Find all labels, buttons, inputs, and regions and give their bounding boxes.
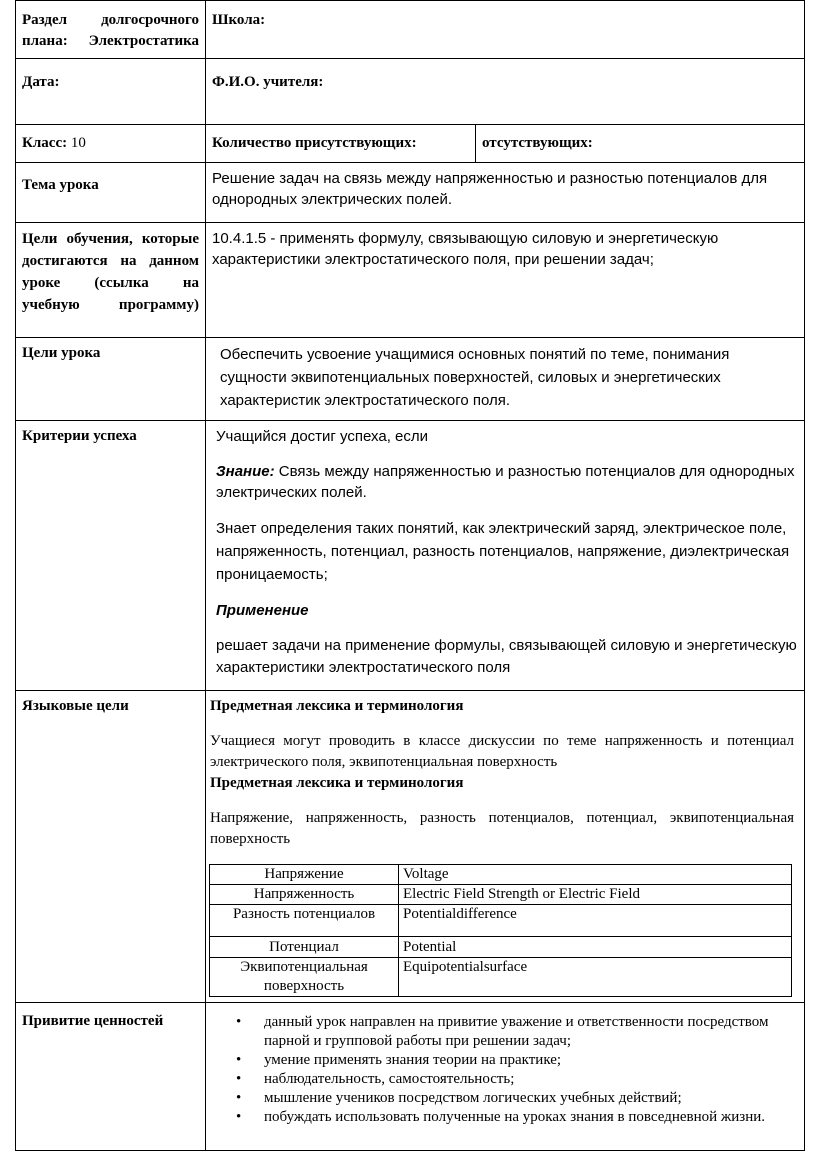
- values-label: Привитие ценностей: [16, 1003, 206, 1151]
- vocab-row: [210, 865, 792, 885]
- learning-objectives-text: 10.4.1.5 - применять формулу, связывающую силовую и энергетическую характеристики электростатического поля, при решении задач;: [206, 223, 805, 338]
- teacher-label: Ф.И.О. учителя:: [206, 59, 805, 125]
- vocab-ru: Напряжение: [210, 865, 399, 885]
- class-value: 10: [70, 135, 86, 151]
- success-criteria-cell: [206, 421, 805, 691]
- values-item: • умение применять знания теории на практике;: [236, 1052, 562, 1068]
- definitions-paragraph: Знает определения таких понятий, как электрический заряд, электрическое поле, напряженность, потенциал, разность потенциалов, напряжение, диэлектрическая проницаемость;: [216, 520, 790, 583]
- vocabulary-table: [209, 864, 792, 997]
- row-success-criteria: [16, 421, 805, 691]
- row-topic: [16, 163, 805, 223]
- bullet-icon: •: [236, 1090, 242, 1106]
- vocab-row: [210, 905, 792, 937]
- bullet-icon: •: [236, 1014, 242, 1030]
- vocab-ru: Потенциал: [210, 937, 399, 958]
- vocab-en: Voltage: [399, 865, 792, 885]
- language-objectives-cell: [206, 691, 805, 1003]
- row-lesson-objectives: [16, 338, 805, 421]
- row-language-objectives: [16, 691, 805, 1003]
- school-label: Школа:: [206, 1, 805, 59]
- lesson-plan-table: [15, 0, 805, 1151]
- terms-text: Напряжение, напряженность, разность потенциалов, потенциал, эквипотенциальная поверхность: [210, 810, 795, 847]
- absent-label: отсутствующих:: [476, 125, 805, 163]
- knowledge-paragraph: [216, 461, 798, 503]
- values-item: • побуждать использовать полученные на уроках знания в повседневной жизни.: [236, 1109, 766, 1125]
- discussion-text: Учащиеся могут проводить в классе дискуссии по теме напряженность и потенциал электрического поля, эквипотенциальная поверхность: [210, 733, 795, 770]
- values-item: • мышление учеников посредством логических учебных действий;: [236, 1090, 682, 1106]
- bullet-icon: •: [236, 1109, 242, 1125]
- knowledge-label: Знание:: [216, 463, 275, 480]
- row-learning-objectives: [16, 223, 805, 338]
- values-list: [212, 1013, 798, 1127]
- vocab-en: Electric Field Strength or Electric Field: [399, 885, 792, 905]
- present-label: Количество присутствующих:: [206, 125, 476, 163]
- section-label: Раздел долгосрочного плана: Электростатика: [16, 1, 206, 59]
- topic-label: Тема урока: [16, 163, 206, 223]
- vocab-en: Potentialdifference: [399, 905, 792, 937]
- values-item: • наблюдательность, самостоятельность;: [236, 1071, 515, 1087]
- values-item: • данный урок направлен на привитие уважение и ответственности посредством парной и групповой работы при решении задач;: [236, 1014, 769, 1049]
- vocab-en: Equipotentialsurface: [399, 958, 792, 997]
- date-label: Дата:: [16, 59, 206, 125]
- vocab-row: [210, 958, 792, 997]
- vocab-heading-1: Предметная лексика и терминология: [210, 698, 464, 714]
- language-objectives-label: Языковые цели: [16, 691, 206, 1003]
- application-label: Применение: [216, 602, 309, 619]
- learning-objectives-label: Цели обучения, которые достигаются на данном уроке (ссылка на учебную программу): [16, 223, 206, 338]
- vocab-ru: Разность потенциалов: [210, 905, 399, 937]
- row-values: [16, 1003, 805, 1151]
- row-class-attendance: [16, 125, 805, 163]
- knowledge-text: Связь между напряженностью и разностью потенциалов для однородных электрических полей.: [216, 463, 795, 501]
- lesson-objectives-label: Цели урока: [16, 338, 206, 421]
- success-criteria-label: Критерии успеха: [16, 421, 206, 691]
- values-cell: [206, 1003, 805, 1151]
- lesson-plan: [15, 0, 804, 1151]
- bullet-icon: •: [236, 1052, 242, 1068]
- lesson-objectives-text: Обеспечить усвоение учащимися основных понятий по теме, понимания сущности эквипотенциальных поверхностей, силовых и энергетических характеристик электростатического поля.: [206, 338, 805, 421]
- vocab-row: [210, 885, 792, 905]
- application-text: решает задачи на применение формулы, связывающей силовую и энергетическую характеристики электростатического поля: [216, 637, 797, 676]
- vocab-en: Potential: [399, 937, 792, 958]
- success-intro: Учащийся достиг успеха, если: [216, 428, 429, 445]
- vocab-row: [210, 937, 792, 958]
- row-date-teacher: [16, 59, 805, 125]
- vocab-ru: Эквипотенциальная поверхность: [210, 958, 399, 997]
- topic-text: Решение задач на связь между напряженностью и разностью потенциалов для однородных электрических полей.: [206, 163, 805, 223]
- class-label: Класс:: [22, 135, 68, 151]
- class-cell: [16, 125, 206, 163]
- bullet-icon: •: [236, 1071, 242, 1087]
- vocab-heading-2: Предметная лексика и терминология: [210, 775, 464, 791]
- vocab-ru: Напряженность: [210, 885, 399, 905]
- row-section-school: [16, 1, 805, 59]
